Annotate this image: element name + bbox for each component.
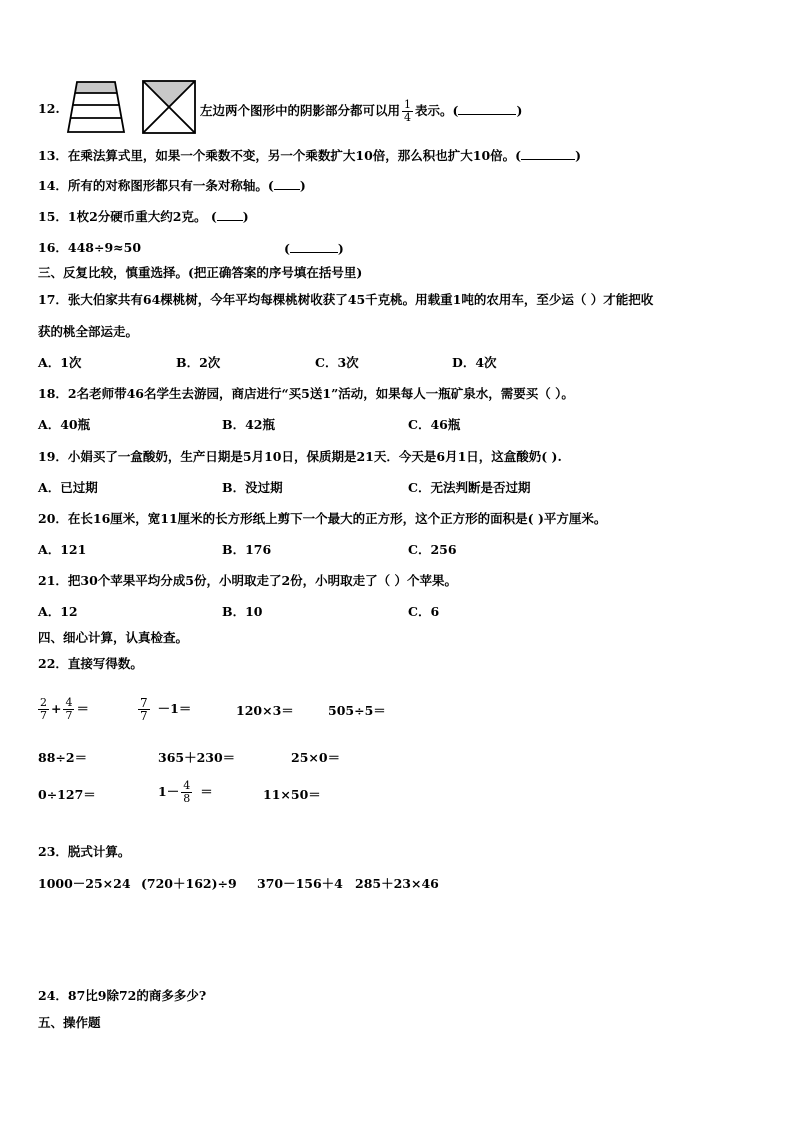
q18-option-a[interactable]: A．40瓶 [38, 417, 91, 432]
q17-line2: 获的桃全部运走。 [38, 324, 139, 339]
q17-option-d[interactable]: D．4次 [452, 355, 497, 370]
q22-row3-a: 0÷127＝ [38, 787, 96, 802]
q21-option-b[interactable]: B．10 [222, 604, 263, 619]
frac-den: 7 [140, 709, 148, 723]
q12-close: ) [516, 103, 523, 118]
q22-row3-b-pre: 1－ [158, 784, 180, 799]
q15-close: ) [242, 209, 249, 224]
q23-item-4: 285＋23×46 [355, 876, 439, 891]
q18-text: 18．2名老师带46名学生去游园，商店进行“买5送1”活动，如果每人一瓶矿泉水，需要买（ ）。 [38, 386, 574, 401]
q20-option-c[interactable]: C．256 [408, 542, 457, 557]
q14-answer-blank[interactable] [274, 177, 300, 190]
q19-text: 19．小娟买了一盒酸奶，生产日期是5月10日，保质期是21天．今天是6月1日，这盒酸奶( ). [38, 449, 562, 464]
equals-sign: ＝ [76, 701, 89, 716]
q17-option-b[interactable]: B．2次 [176, 355, 221, 370]
q12-number: 12. [38, 101, 60, 116]
q15-answer-blank[interactable] [217, 208, 243, 221]
frac-num: 7 [140, 696, 148, 710]
q18-option-b[interactable]: B．42瓶 [222, 417, 275, 432]
q16-open: ( [284, 241, 290, 256]
q19-option-b[interactable]: B．没过期 [222, 480, 283, 495]
q22-row1-b-rest: －1＝ [157, 701, 192, 716]
q22-row1-a [36, 697, 89, 722]
q24-text: 24．87比9除72的商多多少? [38, 988, 207, 1003]
q22-title: 22．直接写得数。 [38, 656, 143, 671]
q22-row3-b-frac [181, 780, 192, 805]
q22-row1-a-frac1 [38, 697, 49, 722]
q18-option-c[interactable]: C．46瓶 [408, 417, 461, 432]
q16-text: 16．448÷9≈50 [38, 240, 142, 255]
q13-close: ) [575, 148, 582, 163]
q17-option-a[interactable]: A．1次 [38, 355, 82, 370]
trapezoid-figure [66, 80, 126, 134]
q19-option-a[interactable]: A．已过期 [38, 480, 98, 495]
q12-fraction-den: 4 [404, 111, 412, 124]
frac-den: 7 [65, 709, 73, 722]
frac-den: 7 [40, 709, 47, 722]
frac-num: 2 [40, 696, 47, 709]
q22-row2-a: 88÷2＝ [38, 750, 88, 765]
trapezoid-shaded-band [75, 82, 117, 93]
q22-row1-b-frac [138, 697, 150, 722]
q22-row1-c: 120×3＝ [236, 703, 294, 718]
q16-answer [284, 240, 344, 257]
q22-row3-b [158, 780, 213, 805]
q20-text: 20．在长16厘米，宽11厘米的长方形纸上剪下一个最大的正方形，这个正方形的面积是( )平方厘米。 [38, 511, 607, 526]
q12-text-before: 左边两个图形中的阴影部分都可以用 [200, 103, 401, 118]
q13-answer-blank[interactable] [521, 147, 575, 160]
frac-num: 4 [183, 779, 191, 792]
q16-close: ) [337, 241, 344, 256]
q12-answer-blank[interactable] [458, 102, 516, 115]
q12-fraction [402, 99, 413, 124]
section-4-heading: 四、细心计算，认真检查。 [38, 630, 189, 645]
section-3-heading: 三、反复比较，慎重选择。(把正确答案的序号填在括号里) [38, 265, 363, 280]
q14-text: 14．所有的对称图形都只有一条对称轴。( [38, 178, 274, 193]
frac-den: 8 [183, 792, 191, 805]
square-figure [141, 79, 197, 135]
q22-row2-b: 365＋230＝ [158, 750, 236, 765]
q12-text-after: 表示。( [415, 103, 459, 118]
q20-option-b[interactable]: B．176 [222, 542, 272, 557]
q22-row1-d: 505÷5＝ [328, 703, 386, 718]
plus-sign: + [51, 701, 62, 716]
q12-fraction-num: 1 [404, 98, 412, 111]
square-shaded-triangle [143, 81, 195, 107]
q21-option-c[interactable]: C．6 [408, 604, 440, 619]
q16-answer-blank[interactable] [290, 240, 338, 253]
q20-option-a[interactable]: A．121 [38, 542, 87, 557]
q17-option-c[interactable]: C．3次 [315, 355, 359, 370]
equals-sign: ＝ [200, 784, 213, 799]
q22-row1-a-frac2 [63, 697, 74, 722]
q22-row2-c: 25×0＝ [291, 750, 341, 765]
q22-row1-b [136, 697, 191, 722]
q19-option-c[interactable]: C．无法判断是否过期 [408, 480, 531, 495]
section-5-heading: 五、操作题 [38, 1015, 101, 1030]
q23-item-2: (720＋162)÷9 [141, 876, 237, 891]
q15-line [38, 208, 249, 225]
q13-text: 13．在乘法算式里，如果一个乘数不变，另一个乘数扩大10倍，那么积也扩大10倍。( [38, 148, 522, 163]
q23-title: 23．脱式计算。 [38, 844, 131, 859]
q14-line [38, 177, 306, 194]
q17-line1: 17．张大伯家共有64棵桃树，今年平均每棵桃树收获了45千克桃。用载重1吨的农用车，至少运（ ）才能把收 [38, 292, 654, 307]
q15-text: 15．1枚2分硬币重大约2克。 ( [38, 209, 217, 224]
q13-line [38, 147, 581, 164]
q12-text [200, 99, 522, 124]
q23-item-3: 370－156＋4 [257, 876, 343, 891]
frac-num: 4 [65, 696, 73, 709]
q21-text: 21．把30个苹果平均分成5份，小明取走了2份，小明取走了（ ）个苹果。 [38, 573, 458, 588]
q23-item-1: 1000－25×24 [38, 876, 131, 891]
q22-row3-c: 11×50＝ [263, 787, 321, 802]
q21-option-a[interactable]: A．12 [38, 604, 78, 619]
q14-close: ) [299, 178, 306, 193]
